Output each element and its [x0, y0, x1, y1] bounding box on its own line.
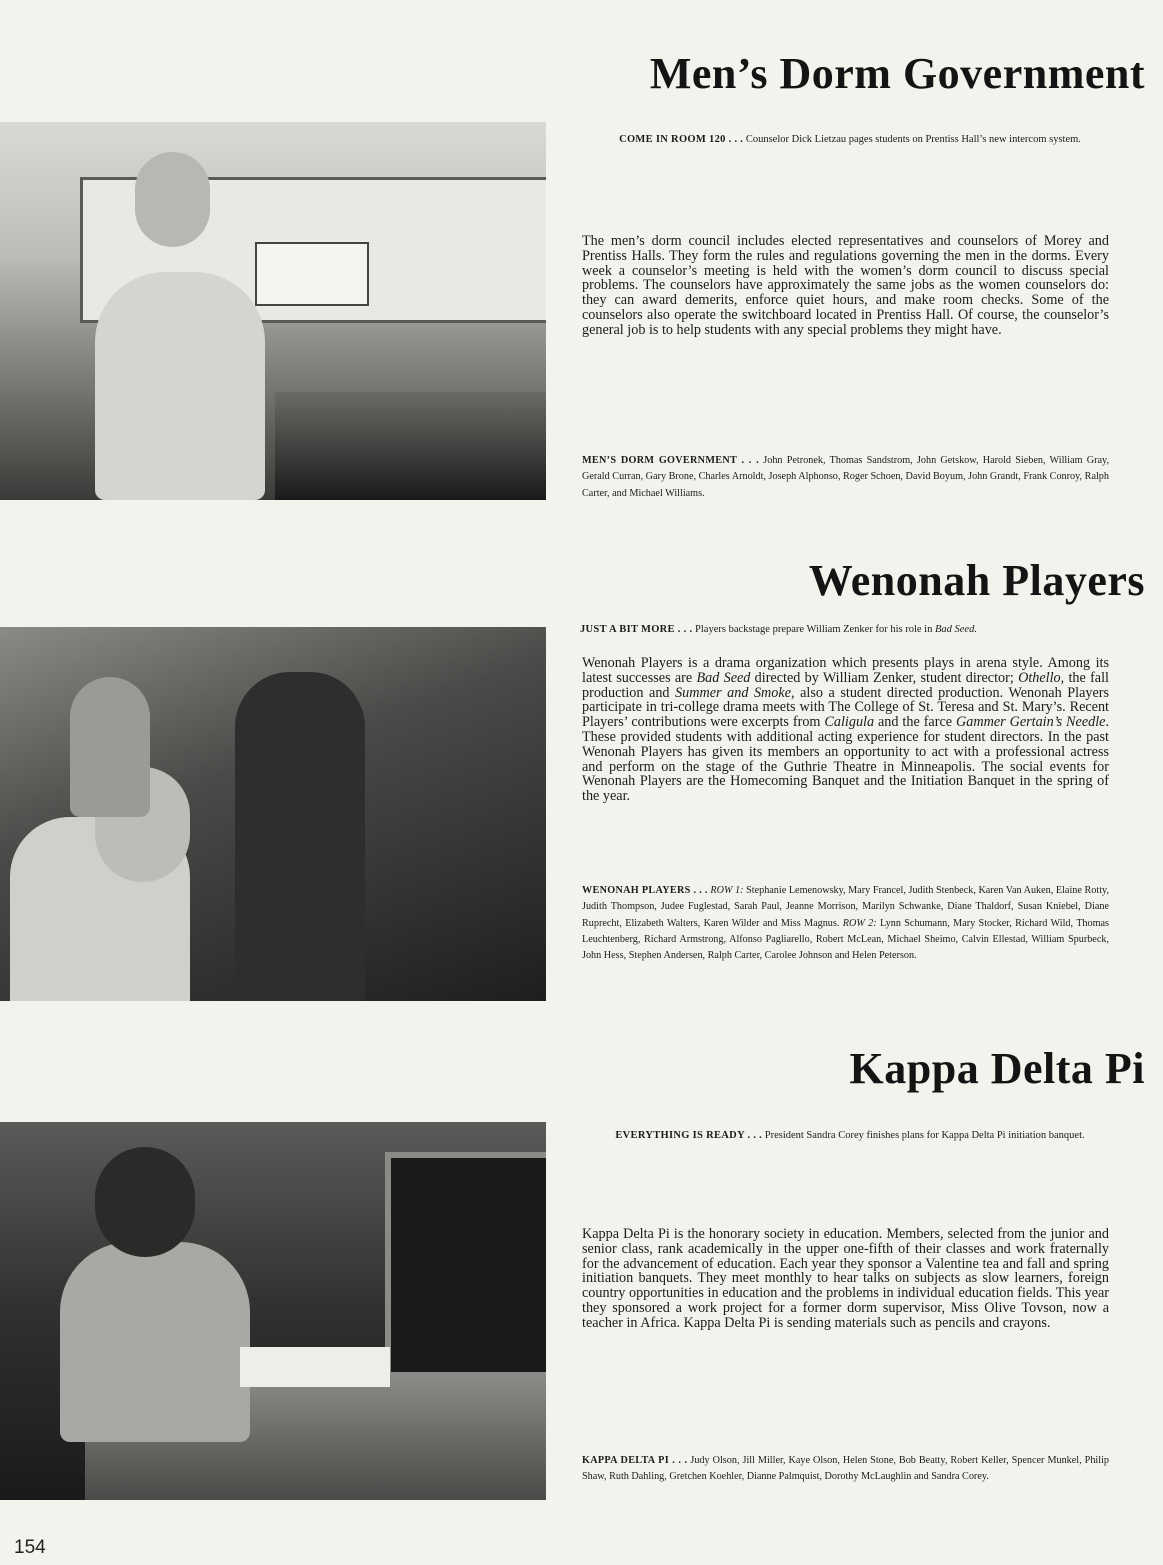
- caption-lead: COME IN ROOM 120 . . .: [619, 134, 744, 145]
- roster-names: John Petronek, Thomas Sandstrom, John Getskow, Harold Sieben, William Gray, Gerald Curran, Gary Brone, Charles Arnoldt, Joseph Alphonso, Roger Schoen, David Boyum, John Grandt, Frank Conroy, Ralph Carter, and Michael Williams.: [582, 455, 1109, 499]
- section-title-mens-dorm-government: Men’s Dorm Government: [649, 49, 1145, 98]
- president-head: [95, 1147, 195, 1257]
- play-title-summer-and-smoke: Summer and Smoke: [675, 684, 791, 701]
- roster-lead: WENONAH PLAYERS . . .: [582, 885, 708, 896]
- switchboard-dials: [255, 242, 369, 306]
- body-wenonah-players: [582, 656, 1109, 804]
- body-fragment: directed by William Zenker, student director;: [750, 669, 1019, 686]
- counselor-figure: [95, 272, 265, 500]
- roster-lead: KAPPA DELTA PI . . .: [582, 1455, 688, 1466]
- play-title-caligula: Caligula: [824, 714, 875, 731]
- photo-caption-mens-dorm: [580, 132, 1120, 148]
- makeup-artist-figure: [235, 672, 365, 1001]
- body-mens-dorm-government: The men’s dorm council includes elected representatives and counselors of Morey and Prentiss Halls. They form the rules and regulations governing the men in the dorms. Every week a counselor’s meeting is held with the women’s dorm council to discuss special problems. The counselors have approximately the same jobs as the women counselors do: they can award demerits, enforce quiet hours, and make room checks. Some of the counselors also operate the switchboard located in Prentiss Hall. Of course, the counselor’s general job is to help students with any special problems they might have.: [582, 233, 1109, 338]
- papers: [240, 1347, 390, 1387]
- counselor-head: [135, 152, 210, 247]
- body-fragment: Wenonah Players is a drama organization which presents plays in arena style. Among its latest successes are: [582, 655, 1109, 686]
- photo-caption-wenonah: [580, 622, 1120, 638]
- section-title-wenonah-players: Wenonah Players: [808, 556, 1145, 605]
- body-fragment: . These provided students with additional acting experience for student directors. In the past Wenonah Players has given its members an opportunity to act with a professional actress and perform on the stage of the Guthrie Theatre in Minneapolis. The social events for Wenonah Players are the Homecoming Banquet and the Initiation Banquet in the spring of the year.: [582, 714, 1109, 805]
- body-fragment: and the farce: [874, 714, 956, 731]
- caption-text: Counselor Dick Lietzau pages students on Prentiss Hall’s new intercom system.: [745, 134, 1081, 145]
- roster-wenonah-players: [582, 883, 1109, 964]
- president-figure: [60, 1242, 250, 1442]
- photo-president-planning: [0, 1122, 546, 1500]
- background-student: [70, 677, 150, 817]
- body-kappa-delta-pi: Kappa Delta Pi is the honorary society in education. Members, selected from the junior and senior class, rank academically in the upper one-fifth of their classes and work fraternally for the advancement of education. Each year they sponsor a Valentine tea and fall and spring initiation banquets. They meet monthly to hear talks on subjects as slow learners, foreign country opportunities in education and the problems in individual education fields. This year they sponsored a work project for a former dorm supervisor, Miss Olive Tovson, now a teacher in Africa. Kappa Delta Pi is sending materials such as pencils and crayons.: [582, 1226, 1109, 1331]
- caption-text: President Sandra Corey finishes plans for Kappa Delta Pi initiation banquet.: [764, 1130, 1085, 1141]
- play-title-othello: Othello: [1018, 669, 1061, 686]
- roster-row2-names: Lynn Schumann, Mary Stocker, Richard Wild, Thomas Leuchtenberg, Richard Armstrong, Alfonso Pagliarello, Robert McLean, Michael Sheimo, Calvin Ellestad, William Spurbeck, John Hess, Stephen Andersen, Ralph Carter, Carolee Johnson and Helen Peterson.: [582, 917, 1110, 962]
- blackboard: [385, 1152, 546, 1384]
- photo-counselor-intercom: [0, 122, 546, 500]
- photo-players-backstage: [0, 627, 546, 1001]
- roster-mens-dorm-government: [582, 453, 1109, 502]
- caption-lead: EVERYTHING IS READY . . .: [615, 1130, 763, 1141]
- caption-lead: JUST A BIT MORE . . .: [580, 624, 693, 635]
- play-title-bad-seed: Bad Seed: [696, 669, 751, 686]
- roster-names: Judy Olson, Jill Miller, Kaye Olson, Helen Stone, Bob Beatty, Robert Keller, Spencer Munkel, Philip Shaw, Ruth Dahling, Gretchen Koehler, Dianne Palmquist, Dorothy McLaughlin and Sandra Corey.: [582, 1455, 1110, 1483]
- photo-caption-kappa: [580, 1128, 1120, 1144]
- desk: [275, 392, 546, 500]
- roster-row2-label: ROW 2:: [842, 917, 877, 929]
- page-number: 154: [14, 1537, 46, 1558]
- roster-kappa-delta-pi: [582, 1453, 1109, 1486]
- roster-lead: MEN’S DORM GOVERNMENT . . .: [582, 455, 760, 466]
- roster-row1-names: Stephanie Lemenowsky, Mary Francel, Judith Stenbeck, Karen Van Auken, Elaine Rotty, Judith Thompson, Judee Fuglestad, Sarah Paul, Jeanne Morrison, Marilyn Schwanke, Diane Thaldorf, Susan Kniebel, Diane Ruprecht, Elizabeth Walters, Karen Wilder and Miss Magnus.: [582, 885, 1109, 929]
- roster-row1-label: ROW 1:: [710, 885, 744, 896]
- section-title-kappa-delta-pi: Kappa Delta Pi: [849, 1044, 1145, 1093]
- caption-play-title: Bad Seed.: [934, 624, 977, 635]
- caption-text: Players backstage prepare William Zenker for his role in: [695, 624, 933, 635]
- body-fragment: , also a student directed production. Wenonah Players participate in tri-college drama meets with The College of St. Teresa and St. Mary’s. Recent Players’ contributions were excerpts from: [582, 684, 1110, 731]
- play-title-gammer-gertains-needle: Gammer Gertain’s Needle: [955, 714, 1106, 731]
- body-fragment: , the fall production and: [582, 669, 1109, 701]
